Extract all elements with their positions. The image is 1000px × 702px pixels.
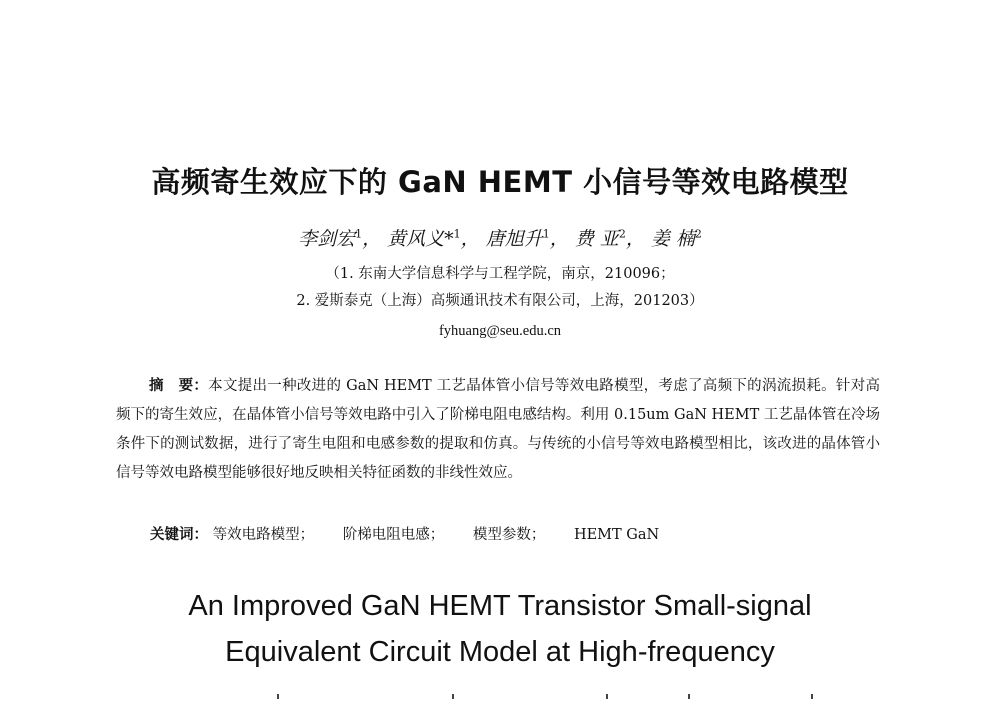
english-title-line-1: An Improved GaN HEMT Transistor Small-signal [188,590,812,622]
abstract-text: 本文提出一种改进的 GaN HEMT 工艺晶体管小信号等效电路模型，考虑了高频下的涡流损耗。针对高频下的寄生效应，在晶体管小信号等效电路中引入了阶梯电阻电感结构。利用 0.15um GaN HEMT 工艺晶体管在冷场条件下的测试数据，进行了寄生电阻和电感参数的提取和仿真。与传统的小信号等效电路模型相比，该改进的晶体管小信号等效电路模型能够很好地反映相关特征函数的非线性效应。 [116,378,880,481]
author-email: fyhuang@seu.edu.cn [438,323,562,339]
cropped-mark [811,694,813,699]
keyword: 等效电路模型； [212,527,315,543]
abstract-label: 摘 要： [149,378,209,394]
keyword: 模型参数； [472,527,546,543]
keywords-label: 关键词： [150,527,208,543]
cropped-mark [688,694,690,699]
author: 姜 楠$^2$ [650,227,702,250]
cropped-author-marks [0,694,1000,702]
english-title-line-2: Equivalent Circuit Model at High-frequency [225,636,775,668]
affiliation-2: 2. 爱斯泰克（上海）高频通讯技术有限公司，上海，201203） [296,293,704,309]
keyword: 阶梯电阻电感； [342,527,445,543]
cropped-mark [277,694,279,699]
author: 黄风义*$^1$ [387,227,461,250]
cropped-mark [452,694,454,699]
author: 费 亚$^2$ [574,227,626,250]
author: 唐旭升$^1$ [485,227,550,250]
keyword: HEMT GaN [573,527,660,543]
cropped-mark [606,694,608,699]
keywords [150,523,683,544]
abstract [116,372,880,488]
chinese-title: 高频寄生效应下的 GaN HEMT 小信号等效电路模型 [151,165,849,199]
affiliation-1: （1. 东南大学信息科学与工程学院，南京，210096； [325,266,675,282]
author-list: 李剑宏$^1$， 黄风义*$^1$， 唐旭升$^1$， 费 亚$^2$， 姜 楠$^2$ [298,227,702,250]
author: 李剑宏$^1$ [298,227,363,250]
